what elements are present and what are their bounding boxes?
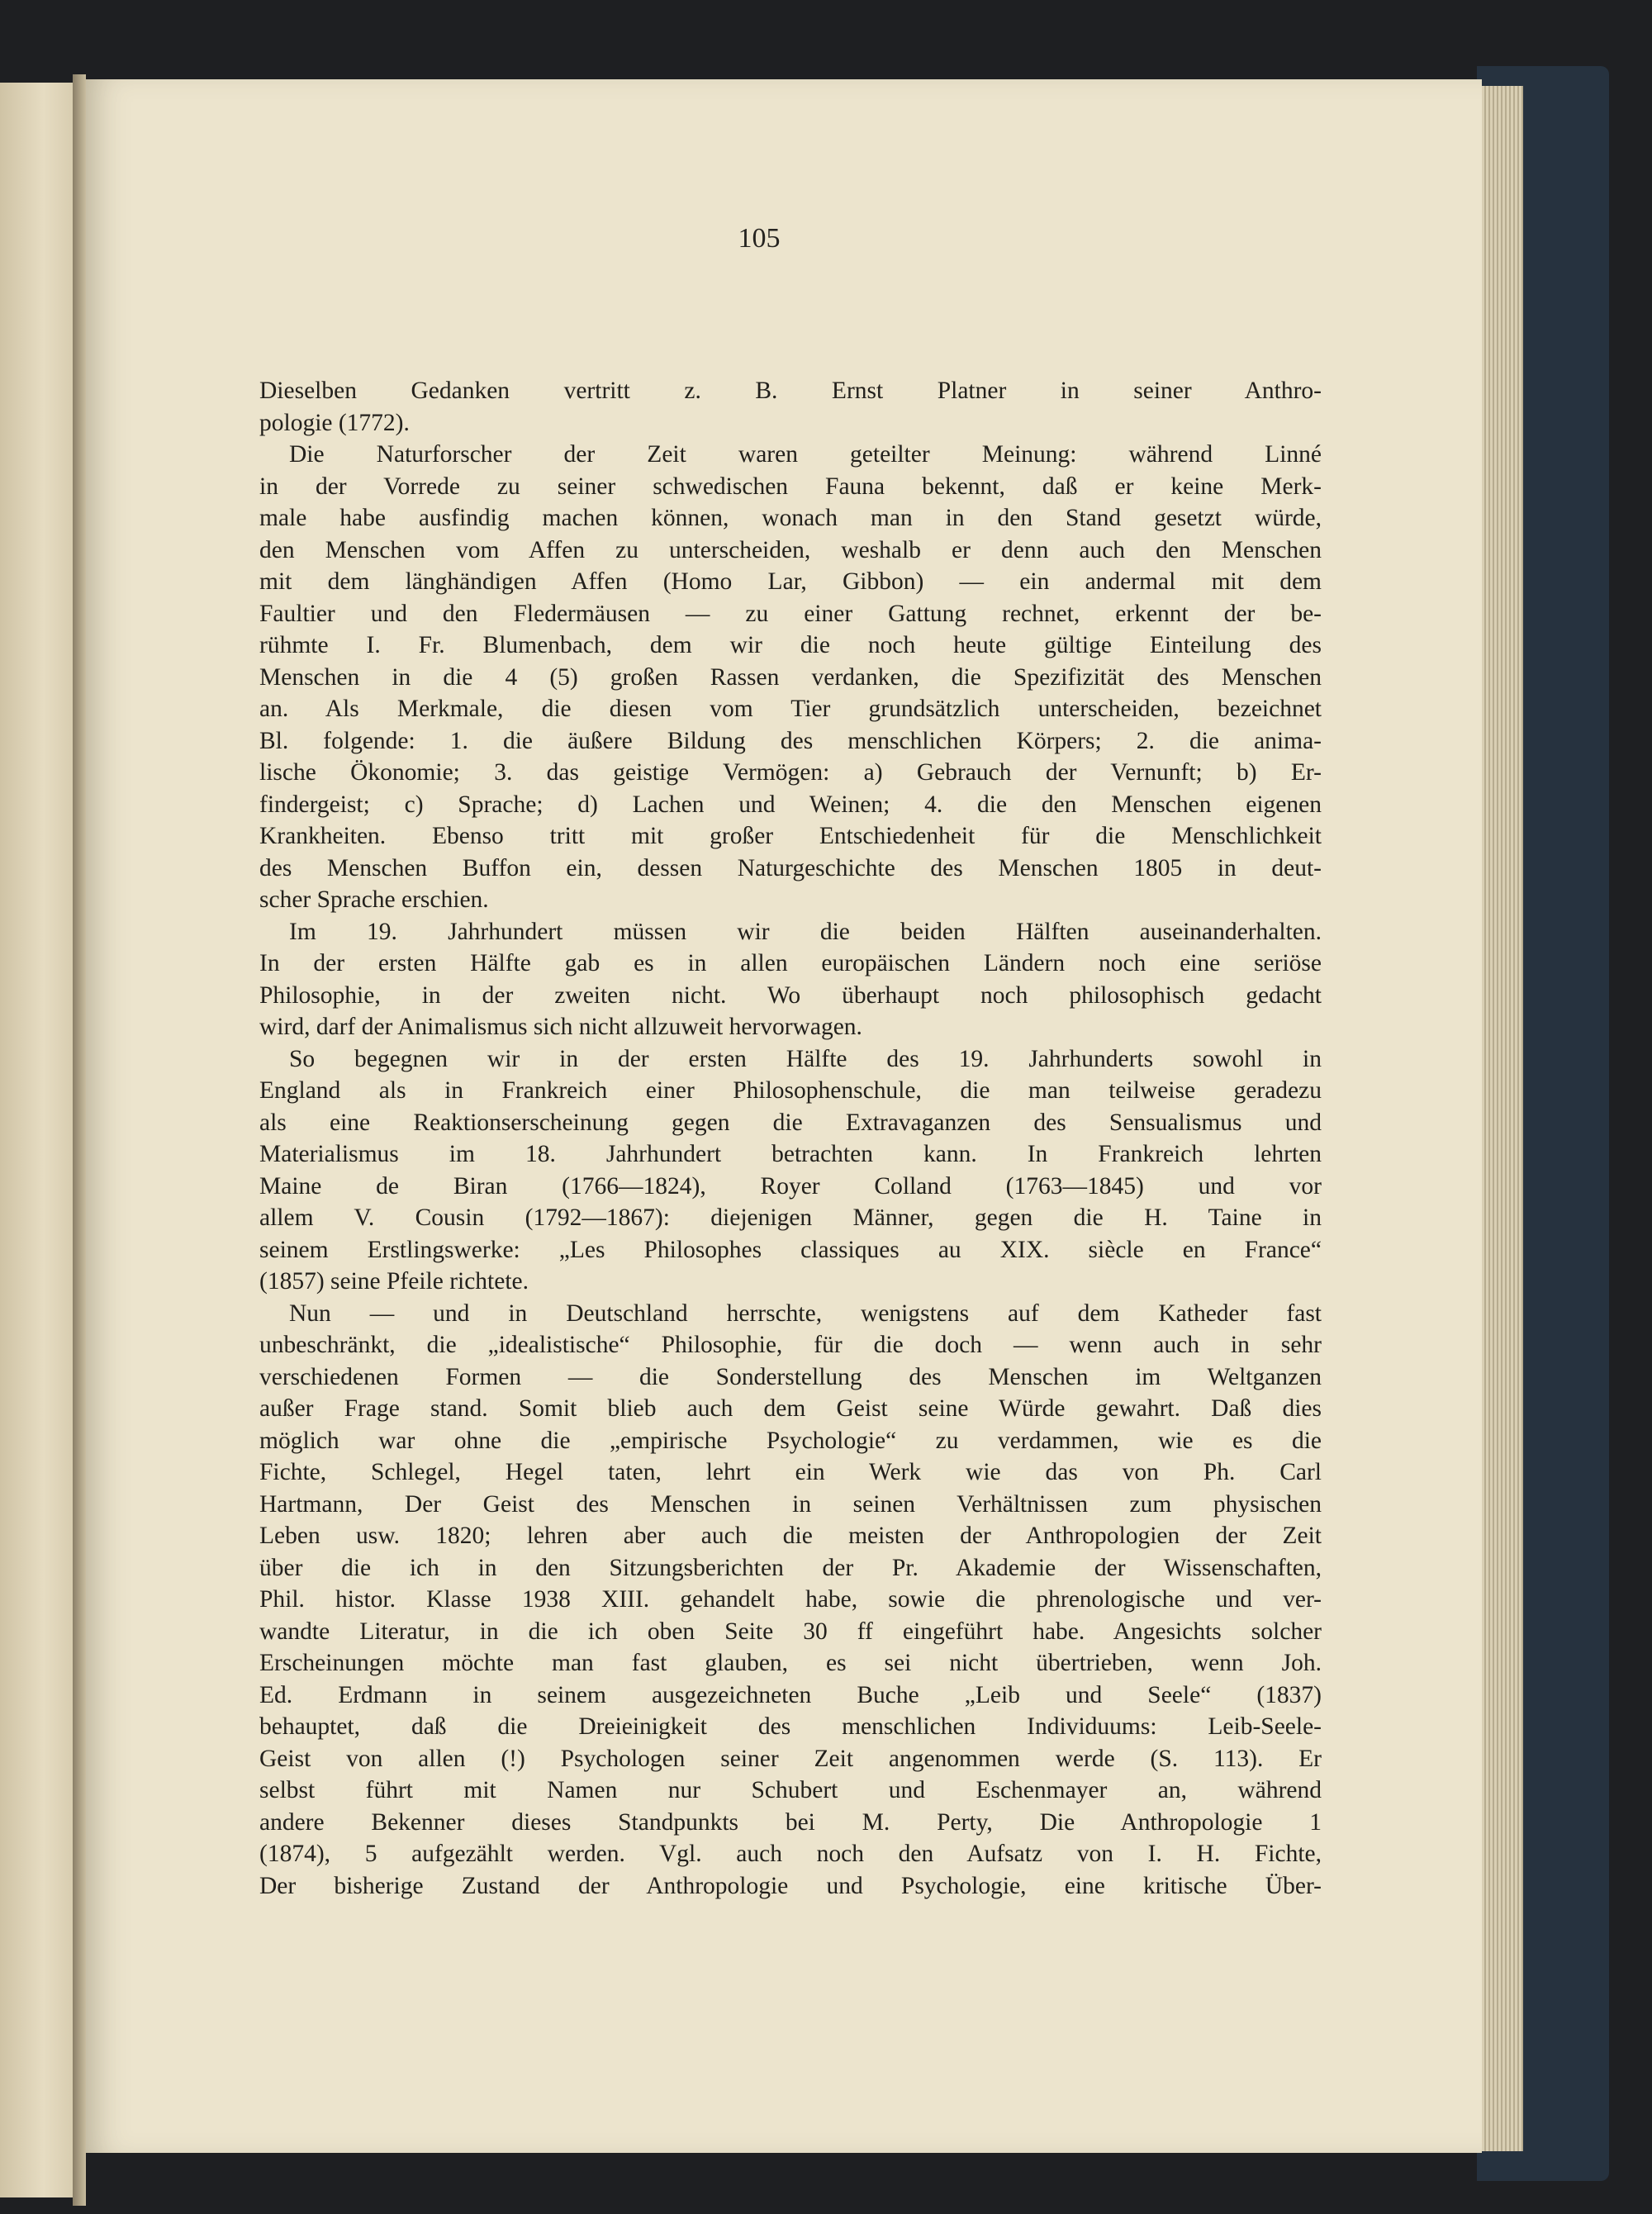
text-line: als eine Reaktionserscheinung gegen die Extravaganzen des Sensualismus und xyxy=(259,1109,1322,1136)
text-line: rühmte I. Fr. Blumenbach, dem wir die noch heute gültige Einteilung des xyxy=(259,632,1322,658)
text-line: pologie (1772). xyxy=(259,409,410,436)
text-line: Menschen in die 4 (5) großen Rassen verdanken, die Spezifizität des Menschen xyxy=(259,663,1322,691)
text-line: (1857) seine Pfeile richtete. xyxy=(259,1268,529,1295)
text-line: Maine de Biran (1766—1824), Royer Colland (1763—1845) und vor xyxy=(259,1172,1322,1200)
text-line: verschiedenen Formen — die Sonderstellung des Menschen im Weltganzen xyxy=(259,1363,1322,1390)
text-line: (1874), 5 aufgezählt werden. Vgl. auch noch den Aufsatz von I. H. Fichte, xyxy=(259,1841,1322,1867)
text-line: Philosophie, in der zweiten nicht. Wo überhaupt noch philosophisch gedacht xyxy=(259,981,1322,1009)
text-line: mit dem länghändigen Affen (Homo Lar, Gibbon) — ein andermal mit dem xyxy=(259,568,1322,595)
previous-page-edge xyxy=(0,83,74,2197)
text-line: England als in Frankreich einer Philosophenschule, die man teilweise geradezu xyxy=(259,1077,1322,1104)
text-line: andere Bekenner dieses Standpunkts bei M. Perty, Die Anthropologie 1 xyxy=(259,1808,1322,1836)
text-line: möglich war ohne die „empirische Psychologie“ zu verdammen, wie es die xyxy=(259,1427,1322,1454)
text-line: seinem Erstlingswerke: „Les Philosophes classiques au XIX. siècle en France“ xyxy=(259,1236,1322,1263)
text-line: Die Naturforscher der Zeit waren geteilter Meinung: während Linné xyxy=(289,441,1322,468)
text-line: in der Vorrede zu seiner schwedischen Fauna bekennt, daß er keine Merk- xyxy=(259,473,1322,500)
text-line: Leben usw. 1820; lehren aber auch die meisten der Anthropologien der Zeit xyxy=(259,1523,1322,1549)
text-line: allem V. Cousin (1792—1867): diejenigen Männer, gegen die H. Taine in xyxy=(259,1204,1322,1231)
text-line: Hartmann, Der Geist des Menschen in seinen Verhältnissen zum physischen xyxy=(259,1490,1322,1518)
text-line: So begegnen wir in der ersten Hälfte des 19. Jahrhunderts sowohl in xyxy=(289,1045,1322,1072)
text-line: male habe ausfindig machen können, wonach man in den Stand gesetzt würde, xyxy=(259,505,1322,531)
text-line: Faultier und den Fledermäusen — zu einer Gattung rechnet, erkennt der be- xyxy=(259,600,1322,627)
text-line: behauptet, daß die Dreieinigkeit des menschlichen Individuums: Leib-Seele- xyxy=(259,1713,1322,1740)
text-line: Ed. Erdmann in seinem ausgezeichneten Buche „Leib und Seele“ (1837) xyxy=(259,1681,1322,1708)
text-line: über die ich in den Sitzungsberichten der Pr. Akademie der Wissenschaften, xyxy=(259,1554,1322,1581)
text-line: selbst führt mit Namen nur Schubert und Eschenmayer an, während xyxy=(259,1777,1322,1803)
text-line: lische Ökonomie; 3. das geistige Vermögen: a) Gebrauch der Vernunft; b) Er- xyxy=(259,759,1322,786)
text-line: Geist von allen (!) Psychologen seiner Zeit angenommen werde (S. 113). Er xyxy=(259,1745,1322,1772)
page-number: 105 xyxy=(738,223,781,254)
body-text xyxy=(259,375,1322,1902)
text-line: des Menschen Buffon ein, dessen Naturgeschichte des Menschen 1805 in deut- xyxy=(259,854,1322,881)
text-line: an. Als Merkmale, die diesen vom Tier grundsätzlich unterscheiden, bezeichnet xyxy=(259,696,1322,722)
text-line: den Menschen vom Affen zu unterscheiden, weshalb er denn auch den Menschen xyxy=(259,536,1322,563)
text-line: Der bisherige Zustand der Anthropologie und Psychologie, eine kritische Über- xyxy=(259,1872,1322,1899)
text-line: unbeschränkt, die „idealistische“ Philosophie, für die doch — wenn auch in sehr xyxy=(259,1332,1322,1358)
text-line: scher Sprache erschien. xyxy=(259,886,489,913)
book-gutter xyxy=(73,74,86,2206)
text-line: Erscheinungen möchte man fast glauben, es sei nicht übertrieben, wenn Joh. xyxy=(259,1650,1322,1676)
text-line: Dieselben Gedanken vertritt z. B. Ernst Platner in seiner Anthro- xyxy=(259,378,1322,404)
text-line: wird, darf der Animalismus sich nicht allzuweit hervorwagen. xyxy=(259,1014,862,1040)
text-line: Phil. histor. Klasse 1938 XIII. gehandelt habe, sowie die phrenologische und ver- xyxy=(259,1586,1322,1613)
text-line: Nun — und in Deutschland herrschte, wenigstens auf dem Katheder fast xyxy=(289,1299,1322,1327)
text-line: Bl. folgende: 1. die äußere Bildung des menschlichen Körpers; 2. die anima- xyxy=(259,727,1322,754)
text-line: Fichte, Schlegel, Hegel taten, lehrt ein Werk wie das von Ph. Carl xyxy=(259,1459,1322,1485)
text-line: außer Frage stand. Somit blieb auch dem Geist seine Würde gewahrt. Daß dies xyxy=(259,1395,1322,1422)
text-line: findergeist; c) Sprache; d) Lachen und Weinen; 4. die den Menschen eigenen xyxy=(259,791,1322,818)
book-page xyxy=(86,79,1482,2153)
text-line: Materialismus im 18. Jahrhundert betrachten kann. In Frankreich lehrten xyxy=(259,1141,1322,1167)
text-line: wandte Literatur, in die ich oben Seite 30 ff eingeführt habe. Angesichts solcher xyxy=(259,1618,1322,1645)
text-line: In der ersten Hälfte gab es in allen europäischen Ländern noch eine seriöse xyxy=(259,950,1322,976)
text-line: Krankheiten. Ebenso tritt mit großer Entschiedenheit für die Menschlichkeit xyxy=(259,823,1322,849)
text-line: Im 19. Jahrhundert müssen wir die beiden Hälften auseinanderhalten. xyxy=(289,918,1322,945)
